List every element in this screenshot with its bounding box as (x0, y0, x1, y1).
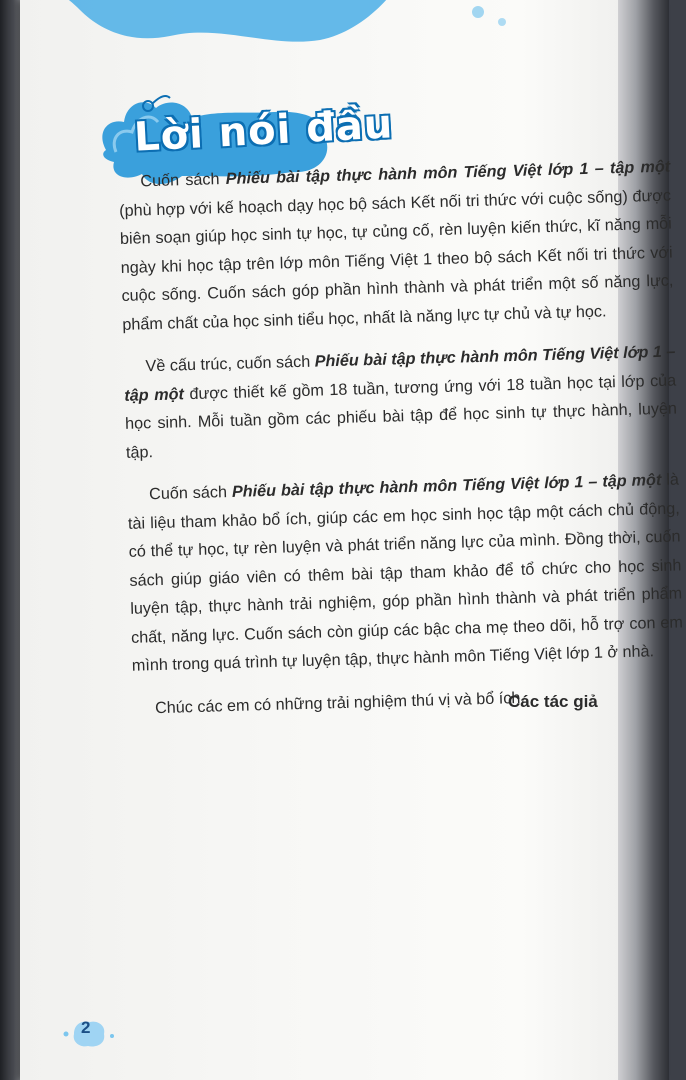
paragraph-1 (118, 153, 675, 339)
paragraph-1-book-title: Phiếu bài tập thực hành môn Tiếng Việt lớp 1 – tập một (225, 157, 671, 188)
paragraph-1-pre: Cuốn sách (140, 169, 227, 191)
paragraph-3-post: là tài liệu tham khảo bổ ích, giúp các em học sinh học tập một cách chủ động, có thể tự học, tự rèn luyện và phát triển năng lực của mình. Đồng thời, cuốn sách giúp giáo viên có thêm bài tập tham khảo để tổ chức cho học sinh luyện tập, thực hành trải nghiệm, góp phần hình thành và phát triển phẩm chất, năng lực. Cuốn sách còn giúp các bậc cha mẹ theo dõi, hỗ trợ con em mình trong quá trình tự luyện tập, thực hành môn Tiếng Việt lớp 1 ở nhà. (127, 470, 684, 675)
book-spine-shadow (0, 0, 22, 1080)
authors-signature: Các tác giả (508, 692, 598, 711)
page-number: 2 (81, 1018, 91, 1037)
paragraph-2-post: được thiết kế gồm 18 tuần, tương ứng với 18 tuần học tại lớp của học sinh. Mỗi tuần gồm các phiếu bài tập để học sinh tự thực hành, luyện tập. (124, 371, 678, 462)
page-title: Lời nói đầu (132, 101, 395, 161)
closing-line: Chúc các em có những trải nghiệm thú vị và bổ ích. (154, 688, 526, 717)
paragraph-3-pre: Cuốn sách (148, 482, 233, 504)
foreword-body (118, 153, 686, 741)
paragraph-2-book-title: Phiếu bài tập thực hành môn Tiếng Việt lớp 1 – tập một (124, 342, 676, 405)
paragraph-2 (123, 338, 678, 467)
paragraph-3-book-title: Phiếu bài tập thực hành môn Tiếng Việt lớp 1 – tập một (231, 470, 662, 501)
water-blob-icon (20, 0, 660, 50)
paragraph-1-post: (phù hợp với kế hoạch dạy học bộ sách Kết nối tri thức với cuộc sống) được biên soạn giúp học sinh tự học, tự củng cố, rèn luyện kiến thức, kĩ năng mỗi ngày khi học tập trên lớp môn Tiếng Việt 1 theo bộ sách Kết nối tri thức với cuộc sống. Cuốn sách góp phần hình thành và phát triển một số năng lực, phẩm chất của học sinh tiểu học, nhất là năng lực tự chủ và tự học. (118, 186, 674, 334)
paragraph-2-pre: Về cấu trúc, cuốn sách (145, 352, 315, 376)
paragraph-3 (127, 465, 684, 680)
